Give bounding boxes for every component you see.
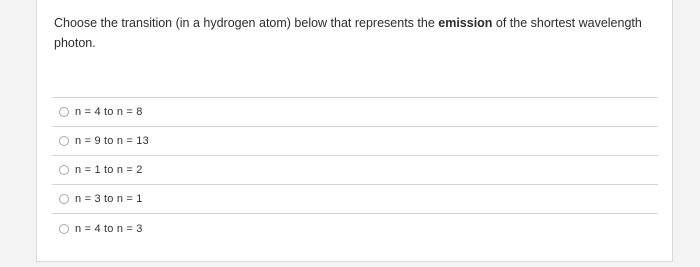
answer-option-2[interactable] — [52, 127, 658, 156]
answer-option-1[interactable] — [52, 98, 658, 127]
radio-button-icon[interactable] — [59, 107, 69, 117]
answer-label[interactable]: n = 4 to n = 8 — [75, 106, 143, 118]
radio-button-icon[interactable] — [59, 165, 69, 175]
answer-label[interactable]: n = 3 to n = 1 — [75, 193, 143, 205]
question-emphasis: emission — [438, 16, 493, 30]
answer-option-3[interactable] — [52, 156, 658, 185]
question-text — [54, 13, 654, 53]
answer-list — [52, 97, 658, 243]
answer-label[interactable]: n = 4 to n = 3 — [75, 222, 143, 235]
answer-label[interactable]: n = 1 to n = 2 — [75, 164, 143, 176]
question-text-after: of the shortest wavelength photon. — [54, 16, 642, 50]
question-text-before: Choose the transition (in a hydrogen atom) below that represents the — [54, 16, 439, 30]
question-card — [36, 0, 673, 262]
answer-label[interactable]: n = 9 to n = 13 — [75, 135, 149, 147]
radio-button-icon[interactable] — [59, 224, 69, 234]
radio-button-icon[interactable] — [59, 194, 69, 204]
answer-option-4[interactable] — [52, 185, 658, 214]
radio-button-icon[interactable] — [59, 136, 69, 146]
answer-option-5[interactable] — [52, 214, 658, 243]
